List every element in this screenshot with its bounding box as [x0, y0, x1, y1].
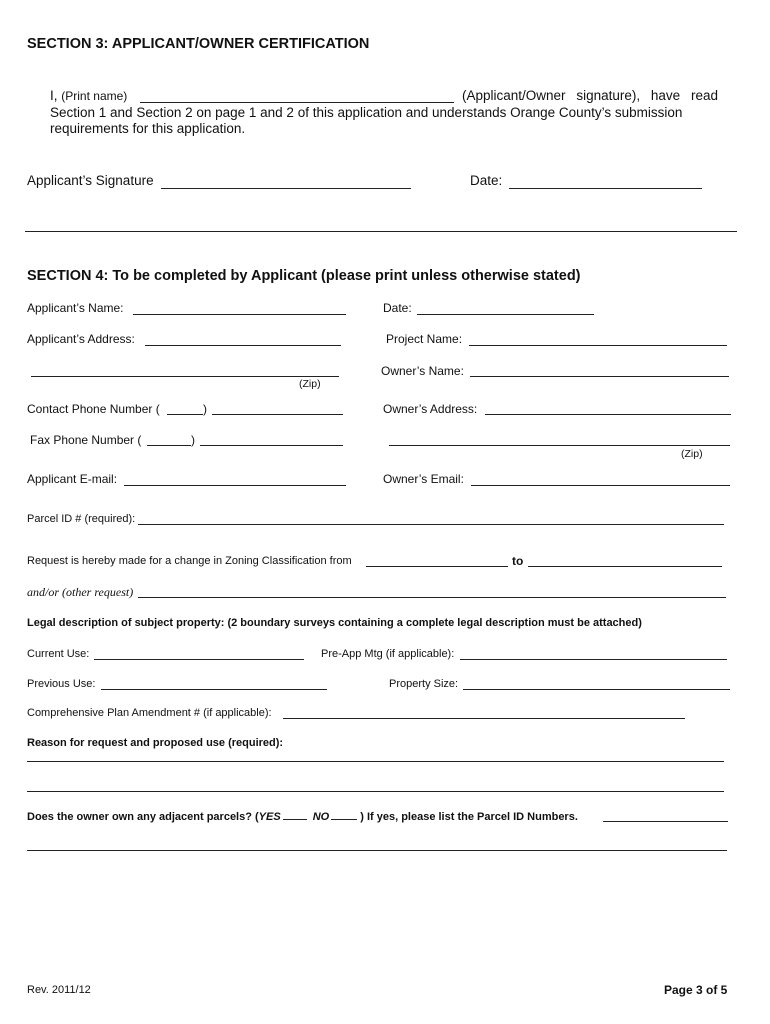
applicant-signature-label: Applicant’s Signature	[27, 173, 154, 188]
owner-zip-label: (Zip)	[681, 448, 703, 460]
owner-address-line2-field[interactable]	[389, 445, 730, 446]
i-prefix-text: I,	[50, 88, 62, 103]
contact-phone-paren: )	[203, 402, 207, 416]
reason-field-line1[interactable]	[27, 761, 724, 762]
preapp-mtg-field[interactable]	[460, 659, 727, 660]
revision-label: Rev. 2011/12	[27, 984, 91, 996]
no-field[interactable]	[331, 809, 357, 820]
section-divider	[25, 231, 737, 232]
applicant-name-field[interactable]	[133, 314, 346, 315]
adjacent-tail-text: ) If yes, please list the Parcel ID Numbers.	[357, 811, 578, 823]
yes-field[interactable]	[283, 809, 307, 820]
section4-date-label: Date:	[383, 301, 412, 315]
print-name-label: (Print name)	[61, 89, 128, 103]
applicant-address-field[interactable]	[145, 345, 341, 346]
project-name-label: Project Name:	[386, 332, 463, 346]
zoning-to-field[interactable]	[528, 566, 722, 567]
adjacent-parcel-ids-line2[interactable]	[27, 850, 727, 851]
owner-email-field[interactable]	[471, 485, 730, 486]
contact-phone-area-code-field[interactable]	[167, 414, 203, 415]
section3-title: SECTION 3: APPLICANT/OWNER CERTIFICATION	[27, 36, 370, 52]
certification-line3: requirements for this application.	[50, 121, 246, 136]
fax-paren: )	[191, 433, 195, 447]
preapp-mtg-label: Pre-App Mtg (if applicable):	[321, 648, 455, 660]
applicant-email-label: Applicant E-mail:	[27, 472, 118, 486]
other-request-field[interactable]	[138, 597, 726, 598]
contact-phone-number-field[interactable]	[212, 414, 343, 415]
current-use-field[interactable]	[94, 659, 304, 660]
previous-use-field[interactable]	[101, 689, 327, 690]
other-request-label-text: and/or (other request)	[27, 585, 134, 599]
contact-phone-label-text: Contact Phone Number (	[27, 402, 160, 416]
applicant-email-field[interactable]	[124, 485, 346, 486]
owner-name-field[interactable]	[470, 376, 729, 377]
previous-use-label: Previous Use:	[27, 678, 96, 690]
property-size-field[interactable]	[463, 689, 730, 690]
zoning-to-label: to	[512, 554, 524, 568]
print-name-field[interactable]	[140, 102, 454, 103]
owner-email-label: Owner’s Email:	[383, 472, 464, 486]
fax-label-text: Fax Phone Number (	[30, 433, 142, 447]
applicant-name-label: Applicant’s Name:	[27, 301, 124, 315]
adjacent-parcels-question	[27, 809, 578, 823]
section4-title: SECTION 4: To be completed by Applicant (please print unless otherwise stated)	[27, 268, 581, 284]
legal-description-label: Legal description of subject property: (2 boundary surveys containing a complete legal description must be attached)	[27, 617, 642, 629]
zoning-request-label: Request is hereby made for a change in Zoning Classification from	[27, 555, 352, 567]
reason-field-line2[interactable]	[27, 791, 724, 792]
zoning-from-field[interactable]	[366, 566, 508, 567]
current-use-label: Current Use:	[27, 648, 90, 660]
parcel-id-field[interactable]	[138, 524, 724, 525]
comp-plan-field[interactable]	[283, 718, 685, 719]
adjacent-question-text: Does the owner own any adjacent parcels? (	[27, 811, 259, 823]
owner-name-label: Owner’s Name:	[381, 364, 464, 378]
comp-plan-label: Comprehensive Plan Amendment # (if applicable):	[27, 707, 272, 719]
applicant-address-label: Applicant’s Address:	[27, 332, 135, 346]
no-label: NO	[312, 811, 330, 823]
fax-number-field[interactable]	[200, 445, 343, 446]
page-number: Page 3 of 5	[664, 983, 728, 997]
parcel-id-label: Parcel ID # (required):	[27, 513, 136, 525]
project-name-field[interactable]	[469, 345, 727, 346]
section4-date-field[interactable]	[417, 314, 594, 315]
property-size-label: Property Size:	[389, 678, 459, 690]
owner-address-field[interactable]	[485, 414, 731, 415]
reason-label: Reason for request and proposed use (required):	[27, 737, 284, 749]
section3-date-field[interactable]	[509, 188, 702, 189]
yes-label: YES	[258, 811, 281, 823]
fax-area-code-field[interactable]	[147, 445, 191, 446]
section3-date-label: Date:	[470, 173, 503, 188]
applicant-zip-label: (Zip)	[299, 378, 321, 390]
owner-address-label: Owner’s Address:	[383, 402, 478, 416]
signature-note: (Applicant/Owner signature), have read	[462, 88, 718, 103]
other-request-label	[27, 585, 133, 600]
contact-phone-label	[27, 402, 160, 416]
certification-line2: Section 1 and Section 2 on page 1 and 2 of this application and understands Orange County’s submission	[50, 105, 683, 120]
fax-label	[30, 433, 141, 447]
applicant-signature-field[interactable]	[161, 188, 411, 189]
adjacent-parcel-ids-field[interactable]	[603, 821, 728, 822]
applicant-address-line2-field[interactable]	[31, 376, 339, 377]
i-prefix	[50, 88, 127, 103]
